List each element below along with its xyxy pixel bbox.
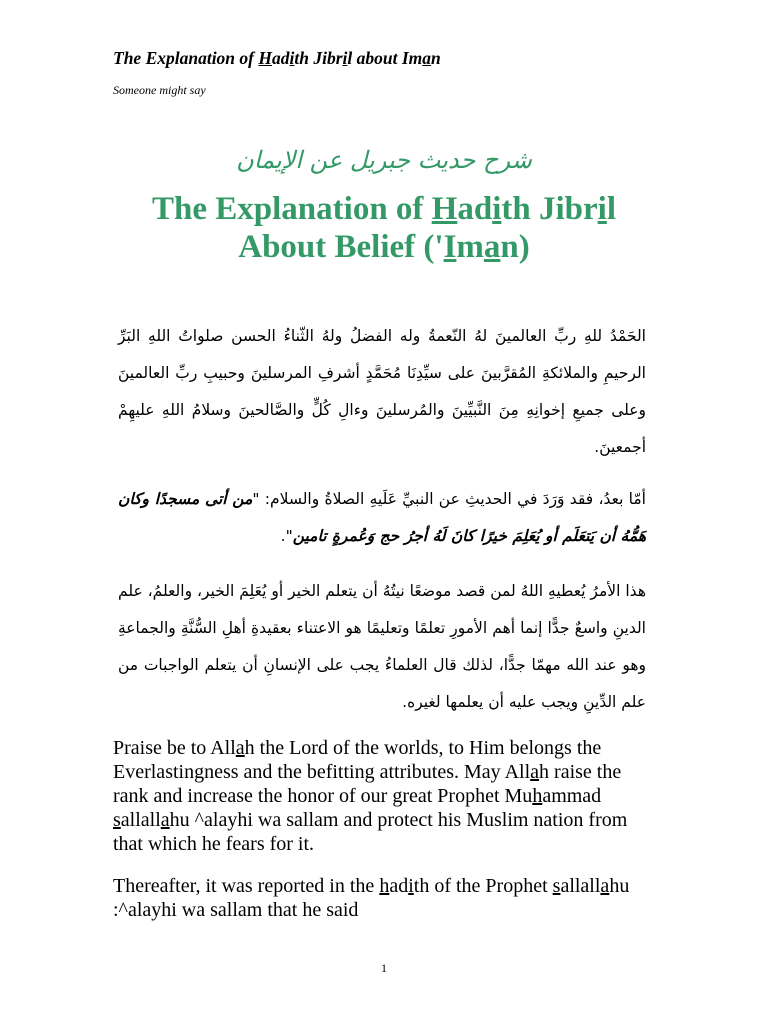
text-run: l — [606, 191, 616, 227]
text-run: th of the Prophet — [413, 875, 553, 897]
running-header-subtitle: Someone might say — [113, 83, 206, 97]
arabic-line: الحَمْدُ للهِ ربِّ العالمينَ لهُ النّعمةُ وله الفضلُ ولهُ الثّناءُ الحسن صلواتُ اللهِ البَرِّ — [118, 327, 646, 345]
text-run: h raise the rank and increase the honor of our great Prophet Mu — [113, 761, 622, 807]
text-run: th Jibr — [294, 48, 343, 68]
text-run: h the Lord of the worlds, to Him belongs the Everlastingness and the befitting attributes. May All — [113, 737, 602, 783]
hadith-quote: من أتى مسجدًا وكان — [118, 490, 253, 508]
text-run: l about Im — [347, 48, 423, 68]
arabic-paragraph-praise — [118, 318, 646, 466]
text-run: allall — [560, 875, 601, 897]
arabic-line: وعلى جميعِ إخوانِهِ مِنَ النَّبيِّينَ والمُرسلينَ وءالِ كُلٍّ والصَّالحينَ وسلامُ اللهِ عليهِمْ — [118, 401, 646, 419]
text-run: th Jibr — [501, 191, 598, 227]
page-number: 1 — [381, 961, 387, 975]
arabic-title: شرح حديث جبريل عن الإيمان — [236, 146, 532, 174]
text-run: hu :^alayhi wa sallam that he said — [113, 875, 630, 921]
underlined-transliteration-letter: s — [113, 809, 121, 831]
text-run: ad — [272, 48, 290, 68]
underlined-transliteration-letter: a — [600, 875, 610, 897]
arabic-line: الرحيمِ والملائكةِ المُقرَّبينَ على سيِّدِنَا مُحَمَّدٍ أشرفِ المرسلينَ وحبيبِ ربِّ العالمينَ — [118, 364, 646, 382]
text-run: hu ^alayhi wa sallam and protect his Muslim nation from that which he fears for it. — [113, 809, 628, 855]
arabic-paragraph-knowledge — [118, 573, 646, 721]
english-title — [0, 190, 768, 266]
underlined-transliteration-letter: h — [379, 875, 390, 897]
text-run: m — [456, 229, 484, 265]
hadith-quote: هَمُّهُ أن يَتعَلَم أو يُعَلِمَ خيرًا كانَ لَهُ أجرُ حج وَعُمرةٍ تامين — [292, 527, 646, 545]
english-title-line-1 — [0, 190, 768, 228]
underlined-transliteration-letter: i — [597, 191, 607, 227]
arabic-line — [118, 518, 646, 555]
arabic-line: علم الدِّينِ ويجب عليه أن يعلمها لغيره. — [402, 693, 646, 711]
underlined-transliteration-letter: a — [235, 737, 245, 759]
english-paragraph-hadith-intro — [113, 874, 643, 922]
underlined-transliteration-letter: a — [530, 761, 540, 783]
underlined-transliteration-letter: i — [408, 875, 414, 897]
underlined-transliteration-letter: i — [289, 48, 295, 68]
text-run: The Explanation of — [113, 48, 259, 68]
arabic-paragraph-hadith — [118, 481, 646, 555]
text-run: Thereafter, it was reported in the — [113, 875, 380, 897]
arabic-line: وهو عند الله مهمّا جدًّا، لذلك قال العلماءُ يجب على الإنسانِ أن يتعلم الواجبات من — [118, 656, 646, 674]
text-run: Praise be to All — [113, 737, 236, 759]
arabic-text: ". — [280, 527, 293, 545]
text-run: The Explanation of — [152, 191, 432, 227]
underlined-transliteration-letter: I — [443, 229, 457, 265]
underlined-transliteration-letter: h — [532, 785, 543, 807]
underlined-transliteration-letter: H — [258, 48, 272, 68]
underlined-transliteration-letter: H — [431, 191, 458, 227]
text-run: ad — [389, 875, 409, 897]
underlined-transliteration-letter: a — [160, 809, 170, 831]
underlined-transliteration-letter: a — [422, 48, 432, 68]
text-run: ad — [457, 191, 493, 227]
english-title-line-2 — [0, 228, 768, 266]
underlined-transliteration-letter: i — [342, 48, 348, 68]
arabic-line: أجمعينَ. — [594, 438, 646, 456]
arabic-line — [118, 481, 646, 518]
english-paragraph-praise — [113, 736, 643, 856]
text-run: ammad — [542, 785, 602, 807]
underlined-transliteration-letter: s — [552, 875, 561, 897]
text-run: About Belief (' — [238, 229, 444, 265]
text-run: n) — [500, 229, 530, 265]
underlined-transliteration-letter: a — [483, 229, 501, 265]
running-header-title — [113, 47, 441, 69]
text-run: n — [431, 48, 441, 68]
arabic-line: الدينِ واسعٌ جدًّا إنما أهم الأمورِ تعلمًا وتعليمًا هو الاعتناء بعقيدةِ أهلِ السُّنَّةِ والجماعةِ — [118, 619, 646, 637]
arabic-text: أمّا بعدُ، فقد وَرَدَ في الحديثِ عن النبيِّ عَلَيهِ الصلاةُ والسلام: " — [252, 490, 646, 508]
text-run: allall — [120, 809, 161, 831]
underlined-transliteration-letter: i — [492, 191, 502, 227]
arabic-line: هذا الأمرُ يُعطيهِ اللهُ لمن قصد موضعًا نيتُهُ أن يتعلم الخير أو يُعَلِمَ الخير، والعلمُ، علم — [118, 582, 646, 600]
